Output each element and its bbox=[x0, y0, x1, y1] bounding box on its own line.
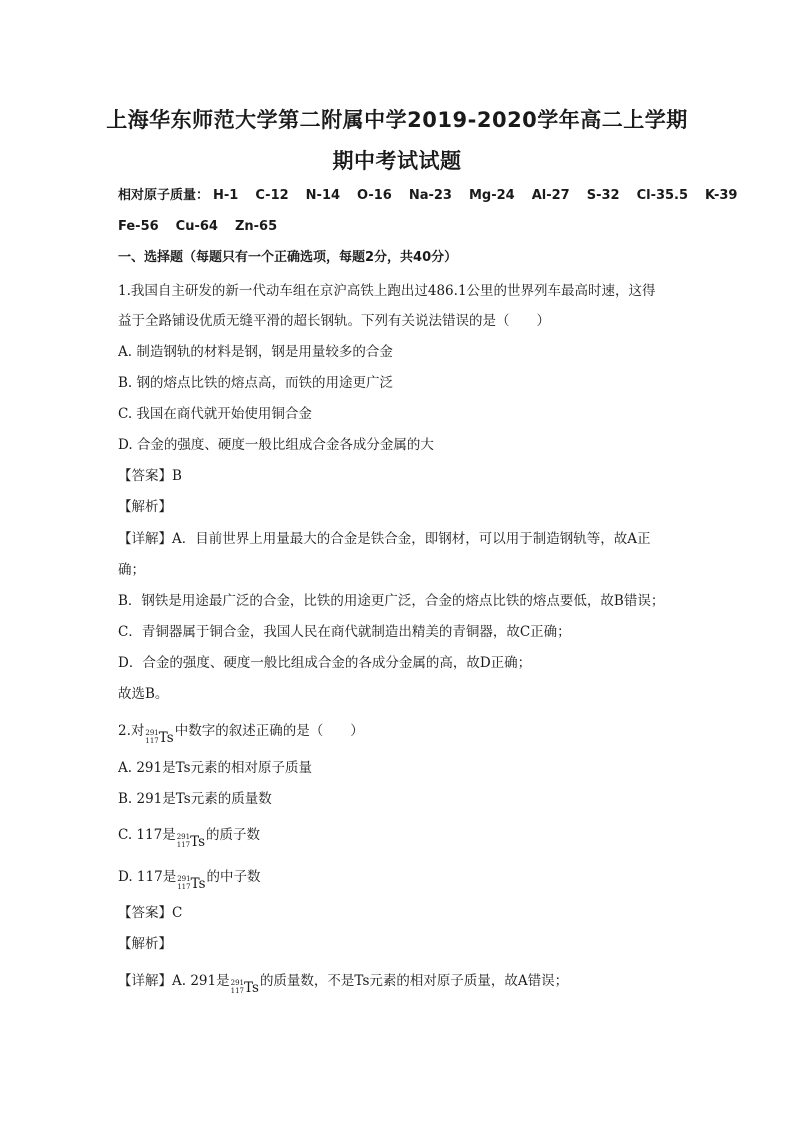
q1-option-a: A. 制造钢轨的材料是钢，钢是用量较多的合金 bbox=[118, 344, 393, 360]
mass-number: 291 bbox=[230, 979, 244, 987]
q1-answer: 【答案】B bbox=[118, 468, 182, 484]
nuclide-notation bbox=[231, 979, 259, 996]
q1-option-c: C. 我国在商代就开始使用铜合金 bbox=[118, 406, 312, 422]
mass-number: 291 bbox=[176, 833, 191, 841]
q2-option-c-suffix: 的质子数 bbox=[206, 827, 261, 843]
q2-option-c-prefix: C. 117是 bbox=[118, 827, 176, 843]
atomic-mass-row2 bbox=[118, 218, 294, 236]
atomic-mass-item: Cu-64 bbox=[175, 219, 218, 234]
doc-title-line2: 期中考试试题 bbox=[332, 149, 462, 173]
atomic-number: 117 bbox=[230, 987, 244, 995]
atomic-mass-item: Cl-35.5 bbox=[636, 188, 689, 203]
q2-option-c bbox=[118, 826, 260, 850]
atomic-number: 117 bbox=[176, 841, 191, 849]
q1-option-b: B. 钢的熔点比铁的熔点高，而铁的用途更广泛 bbox=[118, 375, 394, 391]
q2-detail-suffix: 的质量数，不是Ts元素的相对原子质量，故A错误； bbox=[259, 973, 569, 989]
atomic-mass-item: Al-27 bbox=[531, 188, 570, 203]
mass-number: 291 bbox=[177, 875, 191, 883]
element-symbol: Ts bbox=[158, 730, 174, 746]
q2-option-b: B. 291是Ts元素的质量数 bbox=[118, 791, 272, 807]
atomic-mass-item: O-16 bbox=[357, 188, 392, 203]
q1-detail-line1: 【详解】A．目前世界上用量最大的合金是铁合金，即钢材，可以用于制造钢轨等，故A正 bbox=[118, 531, 651, 547]
q2-answer: 【答案】C bbox=[118, 905, 183, 921]
q1-stem-line1: 1.我国自主研发的新一代动车组在京沪高铁上跑出过486.1公里的世界列车最高时速，这得 bbox=[118, 283, 656, 299]
q1-detail-line2: 确； bbox=[118, 562, 145, 578]
atomic-mass-item: Zn-65 bbox=[234, 219, 278, 234]
atomic-mass-row1 bbox=[118, 187, 737, 205]
nuclide-notation bbox=[145, 729, 173, 746]
q2-stem-prefix: 2.对 bbox=[118, 723, 145, 739]
element-symbol: Ts bbox=[190, 834, 206, 850]
atomic-mass-label: 相对原子质量： bbox=[118, 188, 210, 203]
q1-detail-line3: B．钢铁是用途最广泛的合金，比铁的用途更广泛，合金的熔点比铁的熔点要低，故B错误； bbox=[118, 593, 665, 609]
q2-detail-prefix: 【详解】A. 291是 bbox=[118, 973, 230, 989]
q1-detail-line5: D．合金的强度、硬度一般比组成合金的各成分金属的高，故D正确； bbox=[118, 655, 532, 671]
atomic-mass-item: C-12 bbox=[255, 188, 289, 203]
element-symbol: Ts bbox=[243, 980, 259, 996]
q2-detail bbox=[118, 972, 568, 996]
q1-stem-line2: 益于全路铺设优质无缝平滑的超长钢轨。下列有关说法错误的是（ ） bbox=[118, 313, 550, 329]
section1-heading: 一、选择题（每题只有一个正确选项，每题2分，共40分） bbox=[118, 250, 458, 265]
atomic-mass-item: N-14 bbox=[305, 188, 341, 203]
q2-option-a: A. 291是Ts元素的相对原子质量 bbox=[118, 760, 313, 776]
q1-analysis-label: 【解析】 bbox=[118, 499, 172, 515]
atomic-mass-item: H-1 bbox=[213, 188, 239, 203]
q2-option-d bbox=[118, 868, 261, 892]
mass-number: 291 bbox=[145, 729, 159, 737]
atomic-mass-item: Fe-56 bbox=[118, 219, 159, 234]
atomic-mass-item: Mg-24 bbox=[468, 188, 515, 203]
q1-conclusion: 故选B。 bbox=[118, 686, 169, 702]
q2-analysis-label: 【解析】 bbox=[118, 936, 172, 952]
q1-detail-line4: C．青铜器属于铜合金，我国人民在商代就制造出精美的青铜器，故C正确； bbox=[118, 624, 571, 640]
q1-option-d: D. 合金的强度、硬度一般比组成合金各成分金属的大 bbox=[118, 437, 434, 453]
atomic-number: 117 bbox=[145, 737, 159, 745]
q2-option-d-suffix: 的中子数 bbox=[206, 869, 261, 885]
doc-title-line1: 上海华东师范大学第二附属中学2019-2020学年高二上学期 bbox=[106, 108, 688, 132]
atomic-mass-item: S-32 bbox=[586, 188, 620, 203]
atomic-mass-item: Na-23 bbox=[408, 188, 452, 203]
atomic-number: 117 bbox=[177, 883, 191, 891]
q2-stem-suffix: 中数字的叙述正确的是（ ） bbox=[174, 723, 364, 739]
nuclide-notation bbox=[177, 875, 205, 892]
q2-stem bbox=[118, 722, 364, 746]
q2-option-d-prefix: D. 117是 bbox=[118, 869, 177, 885]
atomic-mass-item: K-39 bbox=[705, 188, 738, 203]
element-symbol: Ts bbox=[190, 876, 206, 892]
nuclide-notation bbox=[177, 833, 205, 850]
